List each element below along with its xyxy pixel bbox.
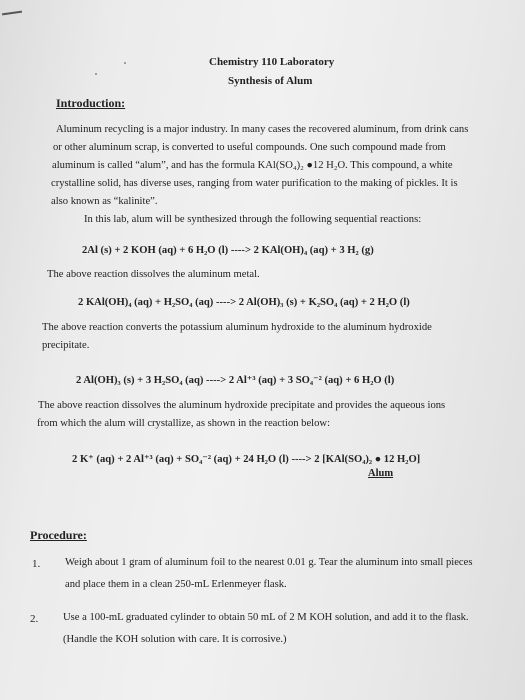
procedure-heading: Procedure: (30, 528, 87, 542)
reaction-3-equation: 2 Al(OH)₃ (s) + 3 H₂SO₄ (aq) ----> 2 Al⁺³ (aq) + 3 SO₄⁻² (aq) + 6 H₂O (l) (76, 375, 395, 386)
intro-line: Aluminum recycling is a major industry. In many cases the recovered aluminum, from drink cans (56, 124, 469, 135)
course-title: Chemistry 110 Laboratory (209, 56, 335, 68)
step-number: 1. (32, 558, 41, 570)
pen-mark (2, 11, 22, 16)
intro-line: also known as “kalinite”. (51, 196, 158, 207)
reaction-2-equation: 2 KAl(OH)₄ (aq) + H₂SO₄ (aq) ----> 2 Al(OH)₃ (s) + K₂SO₄ (aq) + 2 H₂O (l) (78, 297, 410, 308)
step-text: Weigh about 1 gram of aluminum foil to the nearest 0.01 g. Tear the aluminum into small pieces and place them in a clean 250-mL Erlenmeyer flask. (65, 557, 473, 590)
reaction-1-note: The above reaction dissolves the aluminum metal. (47, 269, 260, 280)
reaction-3-note: from which the alum will crystallize, as shown in the reaction below: (37, 418, 331, 429)
introduction-heading: Introduction: (56, 96, 126, 110)
intro-lead: In this lab, alum will be synthesized through the following sequential reactions: (84, 214, 422, 225)
step-number: 2. (30, 613, 39, 625)
paper-speck (124, 62, 126, 64)
reaction-1-equation: 2Al (s) + 2 KOH (aq) + 6 H₂O (l) ----> 2 KAl(OH)₄ (aq) + 3 H₂ (g) (82, 245, 374, 256)
paper-speck (95, 73, 97, 75)
intro-line: or other aluminum scrap, is converted to useful compounds. One such compound made from (53, 142, 446, 153)
reaction-2-note: The above reaction converts the potassium aluminum hydroxide to the aluminum hydroxide (42, 322, 432, 333)
document-title: Synthesis of Alum (228, 75, 313, 87)
intro-line: aluminum is called “alum”, and has the formula KAl(SO₄)₂ ●12 H₂O. This compound, a white (52, 160, 453, 171)
intro-line: crystalline solid, has diverse uses, ranging from water purification to the making of pickles. It is (51, 178, 458, 189)
reaction-2-note: precipitate. (42, 340, 90, 351)
alum-label: Alum (368, 468, 394, 479)
reaction-3-note: The above reaction dissolves the aluminum hydroxide precipitate and provides the aqueous ions (38, 400, 446, 411)
reaction-4-equation: 2 K⁺ (aq) + 2 Al⁺³ (aq) + SO₄⁻² (aq) + 24 H₂O (l) ----> 2 [KAl(SO₄)₂ ● 12 H₂O] (72, 454, 421, 465)
step-text: Use a 100-mL graduated cylinder to obtain 50 mL of 2 M KOH solution, and add it to the flask. (Handle the KOH solution with care. It is corrosive.) (63, 612, 469, 645)
